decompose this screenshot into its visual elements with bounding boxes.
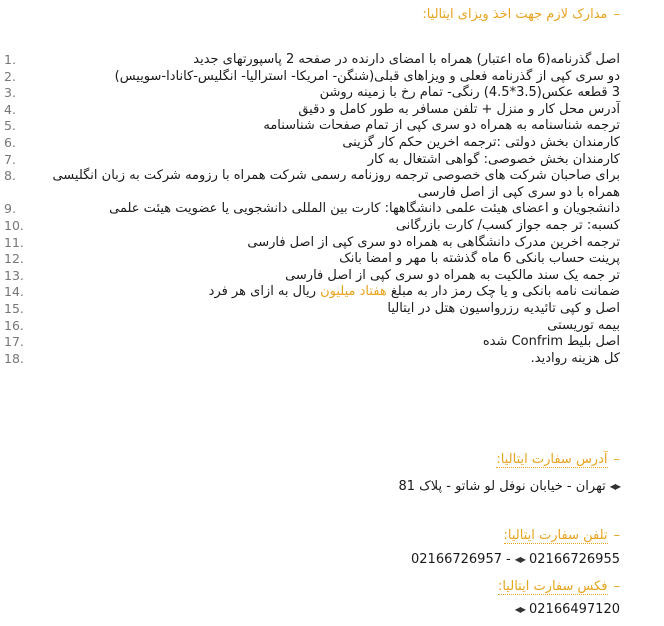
address-heading (496, 451, 620, 469)
phone-value-1: 02166726955 (529, 552, 620, 567)
list-item-number: 11. (4, 234, 24, 250)
list-item-text: ترجمه شناسنامه به همراه دو سری کپی از تمام صفحات شناسنامه (263, 118, 620, 134)
list-item (4, 217, 620, 235)
list-item-number: 10. (4, 217, 24, 233)
list-item-text: اصل و کپی تائیدیه رزرواسیون هتل در ایتالیا (387, 300, 620, 316)
address-value: تهران - خیابان نوفل لو شاتو - پلاک 81 (398, 479, 606, 494)
list-item (4, 350, 620, 368)
list-item (4, 168, 620, 201)
phone-line (411, 551, 620, 569)
list-item (4, 201, 620, 218)
list-item-number: 17. (4, 334, 24, 350)
list-item (4, 85, 620, 102)
phone-value-2: 02166726957 (411, 552, 502, 567)
list-item-text: ترجمه اخرین مدرک دانشگاهی به همراه دو سری کپی از اصل فارسی (247, 234, 620, 250)
list-item (4, 300, 620, 318)
list-item-text: کسبه: تر جمه جواز کسب/ کارت بازرگانی (395, 217, 620, 233)
arrows-icon: ◀▶ (514, 555, 526, 564)
list-item-text: 3 قطعه عکس(3.5*4.5) رنگی- تمام رخ با زمینه روشن (319, 85, 620, 101)
documents-title: مدارک لازم جهت اخذ ویزای ایتالیا: (422, 7, 608, 22)
list-item (4, 251, 620, 268)
list-item-number: 1. (4, 52, 16, 67)
list-item (4, 118, 620, 135)
list-item-number: 14. (4, 284, 24, 300)
documents-heading (422, 6, 620, 24)
list-item (4, 267, 620, 285)
dash-bullet: – (613, 7, 620, 22)
arrows-icon: ◀▶ (609, 482, 620, 491)
list-item-number: 5. (4, 118, 16, 134)
list-item (4, 52, 620, 69)
arrows-icon: ◀▶ (514, 605, 526, 614)
list-item (4, 284, 620, 301)
list-item-number: 2. (4, 68, 16, 84)
list-item-number: 7. (4, 151, 16, 167)
list-item-text: کل هزینه روادید. (530, 350, 620, 366)
list-item-text: دانشجویان و اعضای هیئت علمی دانشگاهها: کارت بین المللی دانشجویی یا عضویت هیئت علمی (109, 201, 620, 217)
list-item (4, 101, 620, 119)
fax-value: 02166497120 (529, 602, 620, 617)
list-item (4, 134, 620, 152)
list-item-text: پرینت حساب بانکی 6 ماه گذشته با مهر و امضا بانک (339, 251, 620, 267)
list-item-number: 9. (4, 201, 16, 217)
highlighted-amount: هفتاد میلیون (320, 284, 387, 300)
list-item (4, 317, 620, 335)
phone-separator: - (506, 552, 511, 567)
documents-list (4, 52, 620, 367)
fax-title: فکس سفارت ایتالیا: (497, 579, 608, 594)
list-item-number: 18. (4, 350, 24, 366)
address-line (398, 478, 620, 496)
phone-heading (504, 527, 620, 545)
list-item-number: 4. (4, 101, 16, 117)
list-item-number: 6. (4, 134, 16, 150)
list-item-text: کارمندان بخش دولتی :ترجمه اخرین حکم کار گزینی (342, 134, 620, 150)
list-item-number: 16. (4, 317, 24, 333)
list-item (4, 234, 620, 252)
list-item-number: 12. (4, 251, 24, 267)
list-item-text: تر جمه یک سند مالکیت به همراه دو سری کپی از اصل فارسی (285, 267, 620, 283)
fax-line (515, 601, 620, 619)
list-item-number: 15. (4, 300, 24, 316)
list-item-number: 8. (4, 168, 16, 184)
list-item-text: کارمندان بخش خصوصی: گواهی اشتغال به کار (367, 151, 620, 167)
dash-bullet: – (613, 579, 620, 594)
list-item-text: ضمانت نامه بانکی و یا چک رمز دار به مبلغ (386, 284, 620, 300)
list-item-text: برای صاحبان شرکت های خصوصی ترجمه روزنامه رسمی شرکت همراه با رزومه شرکت به زبان انگلیسی همراه با دو سری کپی از اصل فارسی (52, 168, 620, 200)
list-item (4, 151, 620, 169)
dash-bullet: – (613, 528, 620, 543)
list-item-text: آدرس محل کار و منزل + تلفن مسافر به طور کامل و دقیق (298, 101, 620, 117)
list-item-number: 13. (4, 267, 24, 283)
dash-bullet: – (613, 452, 620, 467)
list-item-text: اصل گذرنامه(6 ماه اعتبار) همراه با امضای دارنده در صفحه 2 پاسپورتهای جدید (193, 52, 620, 67)
list-item-number: 3. (4, 85, 16, 101)
list-item-text: ریال به ازای هر فرد (208, 284, 321, 300)
phone-title: تلفن سفارت ایتالیا: (503, 528, 608, 543)
list-item-text: بیمه توریستی (547, 317, 620, 333)
list-item-text: دو سری کپی از گذرنامه فعلی و ویزاهای قبلی(شنگن- امریکا- استرالیا- انگلیس-کانادا-سوییس) (114, 68, 620, 84)
list-item-text: اصل بلیط Confrim شده (482, 334, 620, 350)
list-item (4, 68, 620, 86)
fax-heading (498, 578, 620, 596)
list-item (4, 334, 620, 351)
address-title: آدرس سفارت ایتالیا: (496, 452, 608, 467)
